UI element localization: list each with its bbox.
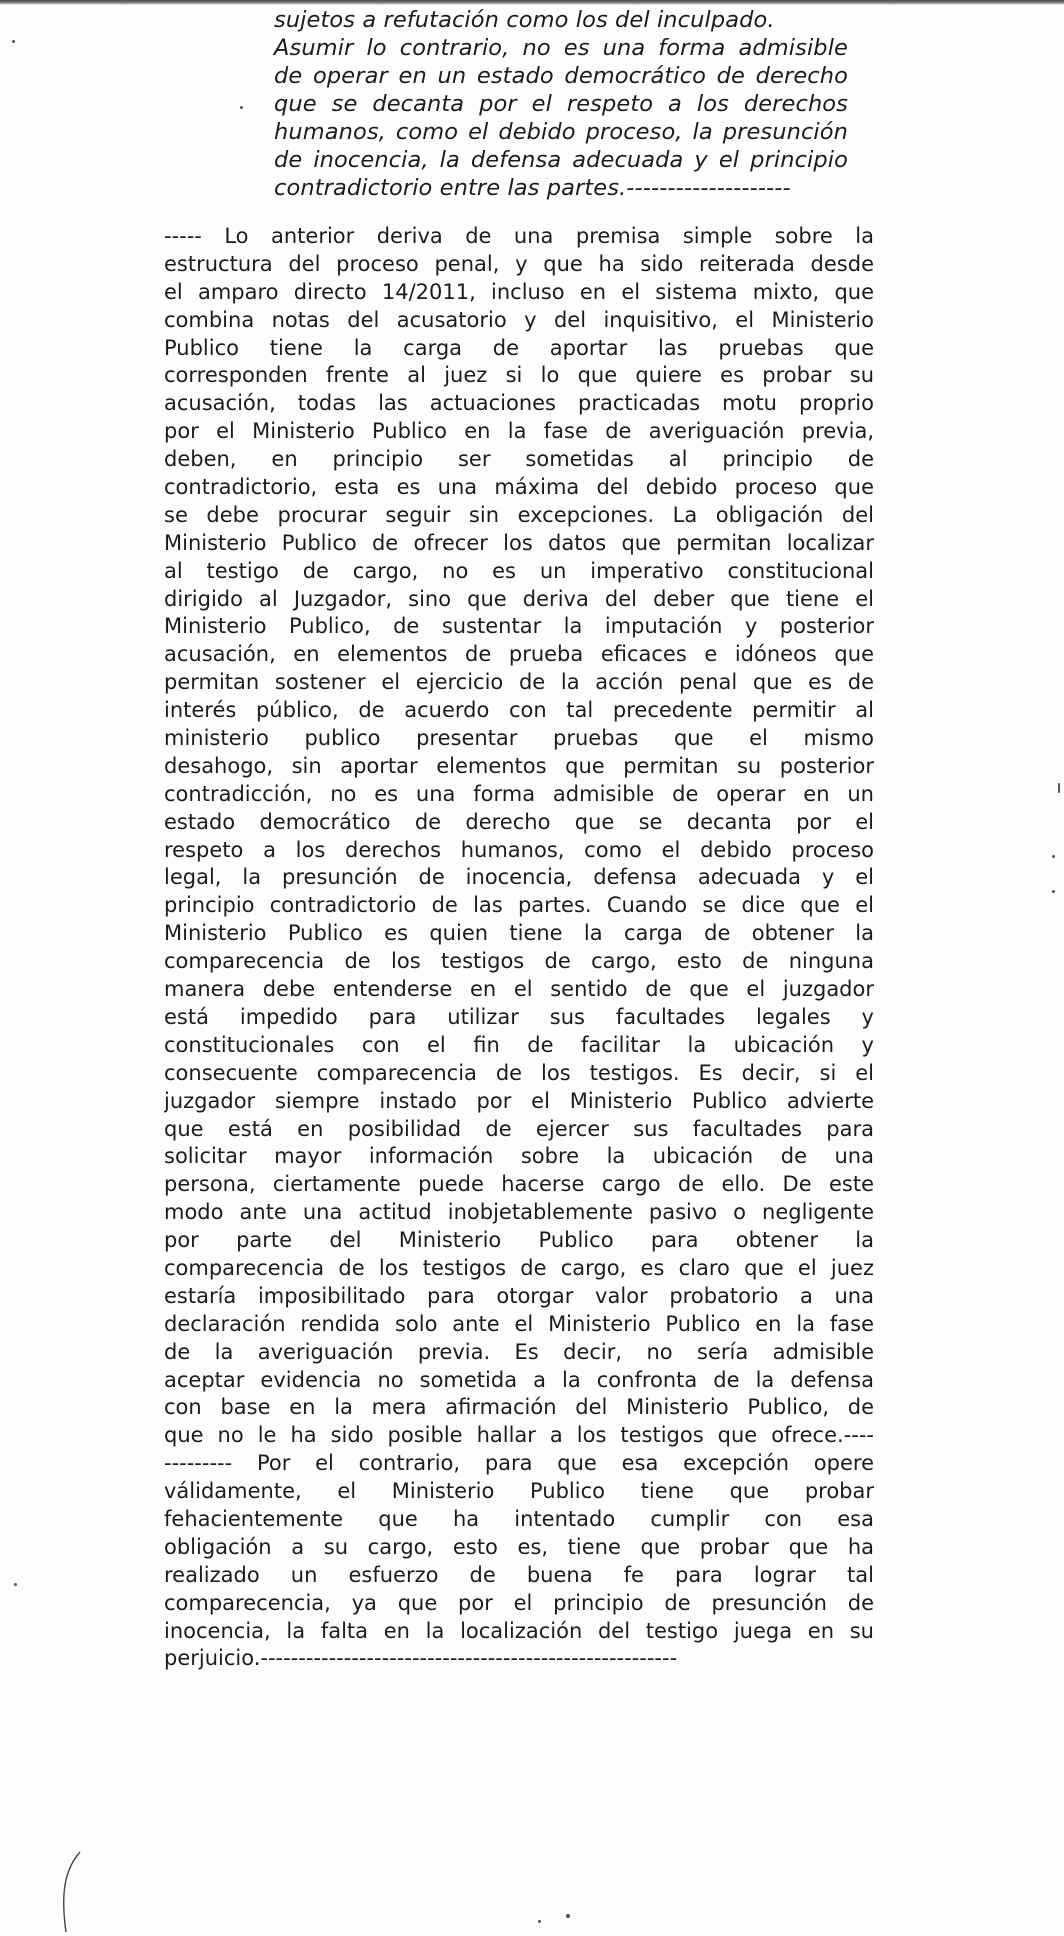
body-line: de la averiguación previa. Es decir, no sería admisible [164, 1339, 874, 1364]
body-line: obligación a su cargo, esto es, tiene que probar que ha [164, 1534, 874, 1559]
body-line: dirigido al Juzgador, sino que deriva del deber que tiene el [164, 586, 874, 611]
body-line: aceptar evidencia no sometida a la confronta de la defensa [164, 1367, 874, 1392]
body-line: respeto a los derechos humanos, como el debido proceso [164, 837, 874, 862]
body-line: estado democrático de derecho que se decanta por el [164, 809, 874, 834]
body-line: con base en la mera afirmación del Ministerio Publico, de [164, 1395, 874, 1420]
body-line: se debe procurar seguir sin excepciones. La obligación del [164, 502, 874, 527]
scan-speck [12, 40, 15, 43]
body-line: interés público, de acuerdo con tal precedente permitir al [164, 698, 874, 723]
quote-line: humanos, como el debido proceso, la presunción [274, 119, 848, 145]
scan-speck [538, 1920, 541, 1923]
body-line: juzgador siempre instado por el Ministerio Publico advierte [164, 1088, 874, 1113]
body-line: que no le ha sido posible hallar a los testigos que ofrece.---- [164, 1423, 874, 1448]
quote-line: que se decanta por el respeto a los derechos [274, 91, 848, 117]
body-line: manera debe entenderse en el sentido de que el juzgador [164, 977, 874, 1002]
quote-line: de inocencia, la defensa adecuada y el principio [274, 147, 848, 173]
body-line: modo ante una actitud inobjetablemente pasivo o negligente [164, 1200, 874, 1225]
body-line: corresponden frente al juez si lo que quiere es probar su [164, 363, 874, 388]
body-line: inocencia, la falta en la localización del testigo juega en su [164, 1618, 874, 1643]
body-line: por parte del Ministerio Publico para obtener la [164, 1228, 874, 1253]
body-line: consecuente comparecencia de los testigos. Es decir, si el [164, 1060, 874, 1085]
body-line: comparecencia de los testigos de cargo, es claro que el juez [164, 1255, 874, 1280]
quote-line: contradictorio entre las partes.-------------------- [274, 175, 791, 201]
body-line: Publico tiene la carga de aportar las pruebas que [164, 335, 874, 360]
scan-speck [1052, 890, 1055, 893]
body-line: permitan sostener el ejercicio de la acción penal que es de [164, 670, 874, 695]
scan-speck [240, 106, 243, 109]
body-line: está impedido para utilizar sus facultades legales y [164, 1004, 874, 1029]
body-line: declaración rendida solo ante el Ministerio Publico en la fase [164, 1311, 874, 1336]
body-line: realizado un esfuerzo de buena fe para lograr tal [164, 1562, 874, 1587]
margin-pen-mark [58, 1850, 88, 1934]
quote-line: sujetos a refutación como los del inculpado. [274, 7, 775, 33]
body-paragraph [164, 223, 874, 1673]
body-line: fehacientemente que ha intentado cumplir con esa [164, 1506, 874, 1531]
body-line: desahogo, sin aportar elementos que permitan su posterior [164, 753, 874, 778]
body-line: ----- Lo anterior deriva de una premisa simple sobre la [164, 224, 874, 248]
body-line: Ministerio Publico, de sustentar la imputación y posterior [164, 614, 874, 639]
body-line: comparecencia de los testigos de cargo, esto de ninguna [164, 949, 874, 974]
body-line: comparecencia, ya que por el principio de presunción de [164, 1590, 874, 1615]
body-line: ministerio publico presentar pruebas que el mismo [164, 726, 874, 751]
body-line: constitucionales con el fin de facilitar la ubicación y [164, 1032, 874, 1057]
body-line: por el Ministerio Publico en la fase de averiguación previa, [164, 419, 874, 444]
scan-speck [1052, 855, 1055, 858]
body-line: estructura del proceso penal, y que ha sido reiterada desde [164, 251, 874, 276]
body-line: válidamente, el Ministerio Publico tiene que probar [164, 1479, 874, 1504]
body-line: persona, ciertamente puede hacerse cargo de ello. De este [164, 1172, 874, 1197]
body-line: perjuicio.------------------------------------------------------- [164, 1646, 678, 1671]
scan-speck [566, 1914, 570, 1918]
scan-speck [1058, 783, 1060, 793]
body-line: acusación, todas las actuaciones practicadas motu proprio [164, 391, 874, 416]
body-line: combina notas del acusatorio y del inquisitivo, el Ministerio [164, 307, 874, 332]
body-line: el amparo directo 14/2011, incluso en el sistema mixto, que [164, 279, 874, 304]
scan-speck [14, 1583, 17, 1586]
body-line: deben, en principio ser sometidas al principio de [164, 447, 874, 472]
body-line: contradicción, no es una forma admisible de operar en un [164, 781, 874, 806]
body-line: principio contradictorio de las partes. Cuando se dice que el [164, 893, 874, 918]
quote-line: Asumir lo contrario, no es una forma admisible [274, 35, 848, 61]
body-line: solicitar mayor información sobre la ubicación de una [164, 1144, 874, 1169]
quoted-passage [274, 6, 848, 202]
scan-top-edge [0, 0, 1064, 5]
body-line: --------- Por el contrario, para que esa excepción opere [164, 1451, 874, 1476]
body-line: que está en posibilidad de ejercer sus facultades para [164, 1116, 874, 1141]
body-line: legal, la presunción de inocencia, defensa adecuada y el [164, 865, 874, 890]
body-line: estaría imposibilitado para otorgar valor probatorio a una [164, 1283, 874, 1308]
body-line: al testigo de cargo, no es un imperativo constitucional [164, 558, 874, 583]
body-line: Ministerio Publico de ofrecer los datos que permitan localizar [164, 530, 874, 555]
body-line: Ministerio Publico es quien tiene la carga de obtener la [164, 921, 874, 946]
quote-line: de operar en un estado democrático de derecho [274, 63, 848, 89]
body-line: contradictorio, esta es una máxima del debido proceso que [164, 475, 874, 500]
body-line: acusación, en elementos de prueba eficaces e idóneos que [164, 642, 874, 667]
